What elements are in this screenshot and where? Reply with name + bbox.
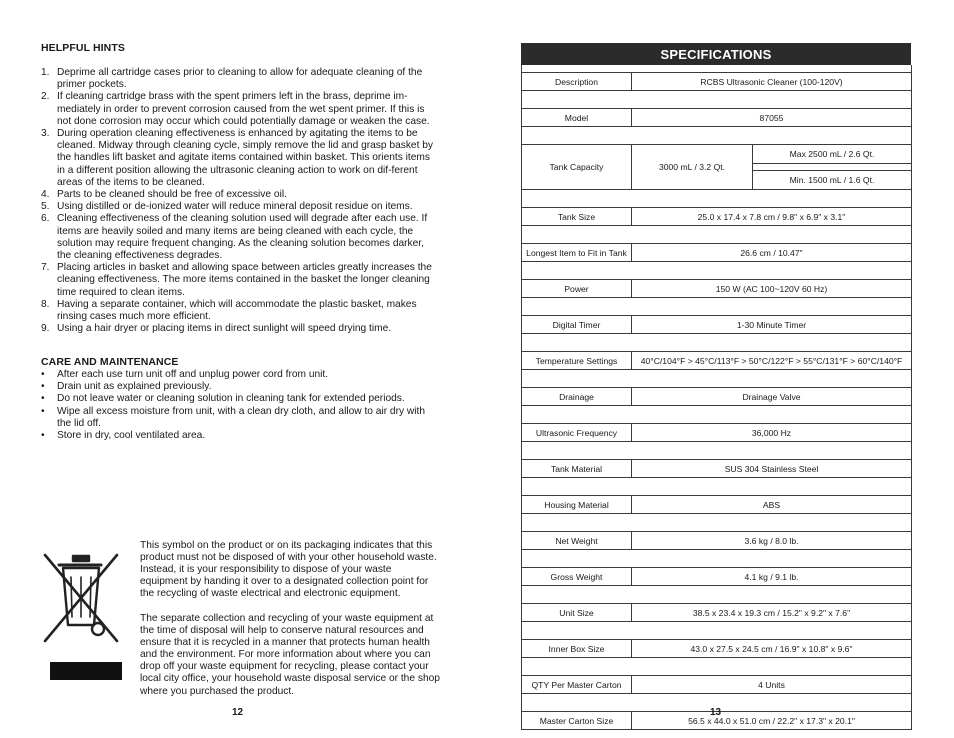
spec-spacer-cell xyxy=(522,514,912,532)
spec-label: Tank Capacity xyxy=(522,145,632,190)
hint-number: 5. xyxy=(41,201,50,213)
hint-item xyxy=(41,91,439,128)
hint-number: 6. xyxy=(41,213,50,225)
spec-spacer xyxy=(522,514,912,532)
spec-row xyxy=(522,109,912,127)
hint-text: Having a separate container, which will accommodate the plastic basket, makes rinsing cases much more efficient. xyxy=(57,298,417,323)
hint-text: Using a hair dryer or placing items in direct sunlight will speed drying time. xyxy=(57,323,392,335)
spec-row xyxy=(522,496,912,514)
bullet-icon: • xyxy=(41,430,45,442)
spec-label: Model xyxy=(522,109,632,127)
hint-number: 1. xyxy=(41,67,50,78)
spec-spacer xyxy=(522,622,912,640)
spec-spacer-cell xyxy=(522,550,912,568)
spec-label: Gross Weight xyxy=(522,568,632,586)
specifications-title: SPECIFICATIONS xyxy=(521,43,911,65)
spec-label: Inner Box Size xyxy=(522,640,632,658)
spec-row xyxy=(522,424,912,442)
spec-row xyxy=(522,352,912,370)
spec-value: ABS xyxy=(632,496,912,514)
care-maintenance-heading: CARE AND MAINTENANCE xyxy=(41,356,179,368)
helpful-hints-heading: HELPFUL HINTS xyxy=(41,42,125,54)
hint-number: 8. xyxy=(41,298,50,310)
spec-label: Digital Timer xyxy=(522,316,632,334)
spec-spacer-cell xyxy=(522,622,912,640)
spec-label: Tank Material xyxy=(522,460,632,478)
hint-item xyxy=(41,213,439,262)
spec-value: Drainage Valve xyxy=(632,388,912,406)
spec-value: 36,000 Hz xyxy=(632,424,912,442)
bullet-icon: • xyxy=(41,369,45,380)
spec-value: RCBS Ultrasonic Cleaner (100-120V) xyxy=(632,73,912,91)
spec-spacer-cell xyxy=(522,298,912,316)
spec-spacer xyxy=(522,226,912,244)
hint-text: If cleaning cartridge brass with the spent primers left in the brass, deprime im-mediately in order to prevent corrosion caused from the wet spent primer. If this is not done corrosion may occur which could potentially damage or weaken the case. xyxy=(57,91,430,127)
spec-value: 4 Units xyxy=(632,676,912,694)
spec-value: 150 W (AC 100~120V 60 Hz) xyxy=(632,280,912,298)
spec-spacer-cell xyxy=(522,586,912,604)
care-item xyxy=(41,393,439,405)
spec-label: Longest Item to Fit in Tank xyxy=(522,244,632,262)
care-text: Drain unit as explained previously. xyxy=(57,381,212,393)
spec-row xyxy=(522,640,912,658)
spec-row xyxy=(522,316,912,334)
spec-spacer xyxy=(522,586,912,604)
crossed-out-wheelie-bin-icon xyxy=(41,553,121,645)
spec-value: SUS 304 Stainless Steel xyxy=(632,460,912,478)
spec-value: 1-30 Minute Timer xyxy=(632,316,912,334)
spec-spacer xyxy=(522,478,912,496)
hint-text: During operation cleaning effectiveness is enhanced by agitating the items to be cleaned. Midway through cleaning cycle, simply remove the lid and grasp basket by the handles lift basket and agitate items contained within basket. This orients items in a different position allowing the ultrasonic cleaning action to work on dif-ferent areas of the items to be cleaned. xyxy=(57,128,434,188)
hint-text: Placing articles in basket and allowing space between articles greatly increases the cleaning effectiveness. The more items contained in the basket the longer cleaning time required to clean items. xyxy=(57,262,432,298)
spec-value: 25.0 x 17.4 x 7.8 cm / 9.8" x 6.9" x 3.1" xyxy=(632,208,912,226)
spec-spacer xyxy=(522,65,912,73)
spec-spacer xyxy=(522,550,912,568)
care-text: Store in dry, cool ventilated area. xyxy=(57,430,206,442)
hint-number: 7. xyxy=(41,262,50,274)
bullet-icon: • xyxy=(41,405,45,417)
spec-value: 26.6 cm / 10.47" xyxy=(632,244,912,262)
care-text: Do not leave water or cleaning solution in cleaning tank for extended periods. xyxy=(57,393,405,405)
spec-value: 4.1 kg / 9.1 lb. xyxy=(632,568,912,586)
spec-label: Ultrasonic Frequency xyxy=(522,424,632,442)
spec-label: Unit Size xyxy=(522,604,632,622)
spec-label: Temperature Settings xyxy=(522,352,632,370)
spec-value: 40°C/104°F > 45°C/113°F > 50°C/122°F > 55°C/131°F > 60°C/140°F xyxy=(632,352,912,370)
spec-label: Tank Size xyxy=(522,208,632,226)
hint-item xyxy=(41,189,439,201)
spec-row xyxy=(522,568,912,586)
bullet-icon: • xyxy=(41,393,45,405)
spec-value: 3.6 kg / 8.0 lb. xyxy=(632,532,912,550)
page-number-left: 12 xyxy=(232,707,244,718)
disposal-paragraph-2: The separate collection and recycling of your waste equipment at the time of disposal will help to conserve natural resources and ensure that it is recycled in a manner that protects human health and the environment. For more information about where you can drop off your waste equipment for recycling, please contact your local city office, your household waste disposal service or the shop where you purchased the product. xyxy=(140,613,440,697)
spec-label: Net Weight xyxy=(522,532,632,550)
spec-spacer-cell xyxy=(522,658,912,676)
spec-spacer-cell xyxy=(522,226,912,244)
bullet-icon: • xyxy=(41,381,45,393)
spec-row xyxy=(522,73,912,91)
spec-row xyxy=(522,676,912,694)
separate-collection-bar xyxy=(50,662,122,680)
spec-spacer-cell xyxy=(522,262,912,280)
spec-row xyxy=(522,460,912,478)
hint-item xyxy=(41,201,439,213)
spec-spacer-cell xyxy=(522,190,912,208)
spec-value: 56.5 x 44.0 x 51.0 cm / 22.2" x 17.3" x 20.1" xyxy=(632,712,912,730)
specifications-table xyxy=(521,65,912,730)
spec-spacer xyxy=(522,298,912,316)
spec-spacer xyxy=(522,190,912,208)
hint-item xyxy=(41,323,439,335)
disposal-paragraph-1: This symbol on the product or on its packaging indicates that this product must not be disposed of with your other household waste. Instead, it is your responsibility to dispose of your waste equipment by handing it over to a designated collection point for the recycling of waste electrical and electronic equipment. xyxy=(140,540,437,600)
right-page xyxy=(477,0,954,738)
spec-spacer xyxy=(522,334,912,352)
spec-inner-spacer-cell xyxy=(753,164,912,171)
care-item xyxy=(41,381,439,393)
care-text: Wipe all excess moisture from unit, with a clean dry cloth, and allow to air dry with the lid off. xyxy=(57,405,426,429)
care-maintenance-list xyxy=(41,369,439,442)
hint-item xyxy=(41,262,439,299)
spec-spacer-cell xyxy=(522,370,912,388)
spec-label: QTY Per Master Carton xyxy=(522,676,632,694)
hint-text: Deprime all cartridge cases prior to cleaning to allow for adequate cleaning of the primer pockets. xyxy=(57,67,423,91)
spec-spacer-cell xyxy=(522,442,912,460)
page-number-right: 13 xyxy=(710,707,722,718)
spec-spacer xyxy=(522,658,912,676)
hint-number: 4. xyxy=(41,189,50,201)
spec-value: 3000 mL / 3.2 Qt. xyxy=(632,145,753,190)
spec-spacer-cell xyxy=(522,406,912,424)
hint-number: 3. xyxy=(41,128,50,140)
spec-spacer xyxy=(522,91,912,109)
hint-number: 9. xyxy=(41,323,50,335)
spec-spacer-cell xyxy=(522,65,912,73)
spec-value: 87055 xyxy=(632,109,912,127)
hint-item xyxy=(41,299,439,323)
spec-spacer xyxy=(522,262,912,280)
spec-value: 38.5 x 23.4 x 19.3 cm / 15.2" x 9.2" x 7.6" xyxy=(632,604,912,622)
spec-label: Power xyxy=(522,280,632,298)
care-item xyxy=(41,406,439,430)
spec-min-value: Min. 1500 mL / 1.6 Qt. xyxy=(753,171,912,190)
helpful-hints-list xyxy=(41,67,439,335)
spec-spacer xyxy=(522,442,912,460)
hint-text: Cleaning effectiveness of the cleaning solution used will degrade after each use. If items are heavily soiled and many items are being cleaned with each cycle, the solution may require frequent changing. As the cleaning solution becomes darker, the cleaning effectiveness degrades. xyxy=(57,213,428,262)
hint-text: Using distilled or de-ionized water will reduce mineral deposit residue on items. xyxy=(57,201,413,213)
spec-spacer xyxy=(522,127,912,145)
spec-label: Drainage xyxy=(522,388,632,406)
spec-spacer-cell xyxy=(522,91,912,109)
spec-row xyxy=(522,388,912,406)
hint-number: 2. xyxy=(41,91,50,103)
care-text: After each use turn unit off and unplug power cord from unit. xyxy=(57,369,329,380)
spec-spacer-cell xyxy=(522,478,912,496)
care-item xyxy=(41,369,439,381)
spec-max-value: Max 2500 mL / 2.6 Qt. xyxy=(753,145,912,164)
spec-value: 43.0 x 27.5 x 24.5 cm / 16.9" x 10.8" x 9.6" xyxy=(632,640,912,658)
spec-row xyxy=(522,208,912,226)
spec-spacer xyxy=(522,370,912,388)
spec-row xyxy=(522,532,912,550)
hint-text: Parts to be cleaned should be free of excessive oil. xyxy=(57,189,287,201)
spec-row xyxy=(522,244,912,262)
spec-spacer-cell xyxy=(522,127,912,145)
spec-row xyxy=(522,145,912,164)
spec-label: Housing Material xyxy=(522,496,632,514)
hint-item xyxy=(41,128,439,189)
hint-item xyxy=(41,67,439,91)
spec-label: Description xyxy=(522,73,632,91)
spec-spacer-cell xyxy=(522,334,912,352)
spec-label: Master Carton Size xyxy=(522,712,632,730)
care-item xyxy=(41,430,439,442)
spec-spacer xyxy=(522,406,912,424)
spec-row xyxy=(522,280,912,298)
spec-row xyxy=(522,604,912,622)
